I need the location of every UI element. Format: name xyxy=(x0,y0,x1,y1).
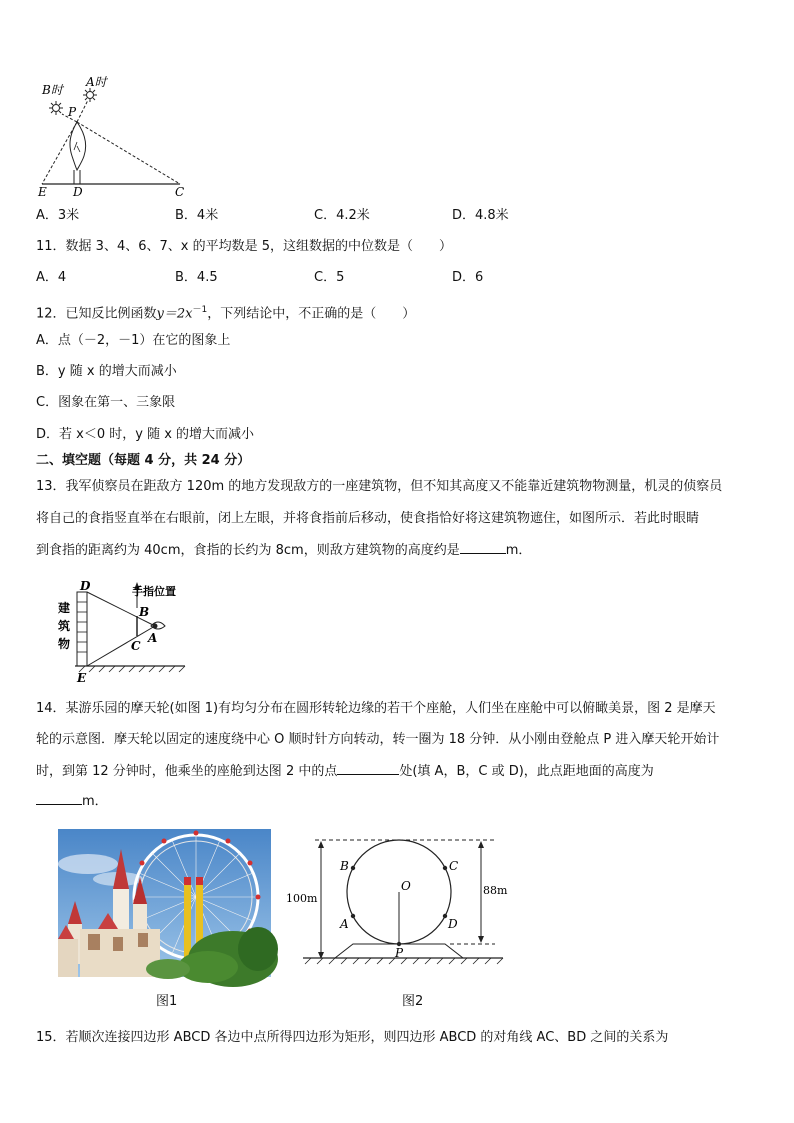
label-100m: 100m xyxy=(286,892,318,905)
building-char-3: 物 xyxy=(58,637,71,651)
q10-option-c: C．4.2米 xyxy=(314,208,370,223)
sun-b-icon xyxy=(49,101,63,115)
label-88m: 88m xyxy=(483,884,508,897)
label-o: O xyxy=(401,879,411,893)
ferris-wheel-photo xyxy=(58,829,271,977)
eye-icon xyxy=(151,622,165,629)
q13-line-2: 将自己的食指竖直举在右眼前，闭上左眼，并将食指前后移动，使食指恰好将这建筑物遮住，如图所示．若此时眼睛 xyxy=(36,511,700,526)
label-a: A xyxy=(340,917,349,931)
q11-option-a: A．4 xyxy=(36,270,67,285)
q14-point-blank[interactable] xyxy=(337,762,399,775)
label-d: D xyxy=(80,579,91,593)
label-b-time: B时 xyxy=(42,83,63,97)
label-c: C xyxy=(131,639,141,653)
q10-option-a: A．3米 xyxy=(36,208,80,223)
q14-line-4: m． xyxy=(36,792,108,811)
ferris-wheel-diagram xyxy=(286,832,510,972)
finger-position-label: 手指位置 xyxy=(132,585,176,598)
tree-icon xyxy=(70,122,86,184)
label-p: P xyxy=(68,105,77,119)
tree-shadow-figure xyxy=(30,72,200,200)
label-a-time: A时 xyxy=(86,75,107,89)
q11-option-b: B．4.5 xyxy=(175,270,218,285)
q12-function: y＝2x xyxy=(156,306,193,322)
building-char-1: 建 xyxy=(58,601,71,615)
label-a: A xyxy=(148,631,158,645)
building-char-2: 筑 xyxy=(58,619,71,633)
label-d: D xyxy=(448,917,458,931)
q12-option-d: D．若 x＜0 时，y 随 x 的增大而减小 xyxy=(36,427,255,442)
q12-option-a: A．点（－2，－1）在它的图象上 xyxy=(36,333,231,348)
label-c: C xyxy=(449,859,459,873)
q12-option-c: C．图象在第一、三象限 xyxy=(36,395,176,410)
q11-option-d: D．6 xyxy=(452,270,484,285)
q13-answer-blank[interactable] xyxy=(460,541,506,554)
q10-option-d: D．4.8米 xyxy=(452,208,509,223)
q13-line-3: 到食指的距离约为 40cm，食指的长约为 8cm，则敌方建筑物的高度约是 m． xyxy=(36,543,532,558)
label-e: E xyxy=(77,671,87,685)
q14-height-blank[interactable] xyxy=(36,792,82,805)
figure-1-caption: 图1 xyxy=(156,994,178,1009)
q14-line-3: 时，到第 12 分钟时，他乘坐的座舱到达图 2 中的点 处(填 A，B，C 或 D)，此点距地面的高度为 xyxy=(36,764,654,779)
q12-stem: 12．已知反比例函数$y=2x^{-1}$，下列结论中，不正确的是（ ） xyxy=(36,305,416,322)
q11-stem: 11．数据 3、4、6、7、x 的平均数是 5，这组数据的中位数是（ ） xyxy=(36,239,452,254)
q14-line-1: 14．某游乐园的摩天轮(如图 1)有均匀分布在圆形转轮边缘的若干个座舱，人们坐在座舱中可以俯瞰美景，图 2 是摩天 xyxy=(36,701,716,716)
sun-a-icon xyxy=(83,88,97,102)
q12-option-b: B．y 随 x 的增大而减小 xyxy=(36,364,177,379)
label-b: B xyxy=(139,605,150,619)
figure-2-caption: 图2 xyxy=(402,994,424,1009)
q15-stem: 15．若顺次连接四边形 ABCD 各边中点所得四边形为矩形，则四边形 ABCD 的对角线 AC、BD 之间的关系为 xyxy=(36,1030,669,1045)
q13-line-1: 13．我军侦察员在距敌方 120m 的地方发现敌方的一座建筑物，但不知其高度又不能靠近建筑物物测量，机灵的侦察员 xyxy=(36,479,723,494)
q12-exponent: －1 xyxy=(192,305,208,315)
q14-line-2: 轮的示意图．摩天轮以固定的速度绕中心 O 顺时针方向转动，转一圈为 18 分钟．从小刚由登舱点 P 进入摩天轮开始计 xyxy=(36,732,720,747)
label-c: C xyxy=(175,185,185,199)
label-e: E xyxy=(38,185,47,199)
q11-option-c: C．5 xyxy=(314,270,345,285)
label-p: P xyxy=(395,946,404,960)
section-heading: 二、填空题（每题 4 分，共 24 分） xyxy=(36,453,251,468)
building-figure xyxy=(55,578,190,684)
q10-option-b: B．4米 xyxy=(175,208,219,223)
label-b: B xyxy=(340,859,349,873)
label-d: D xyxy=(73,185,83,199)
